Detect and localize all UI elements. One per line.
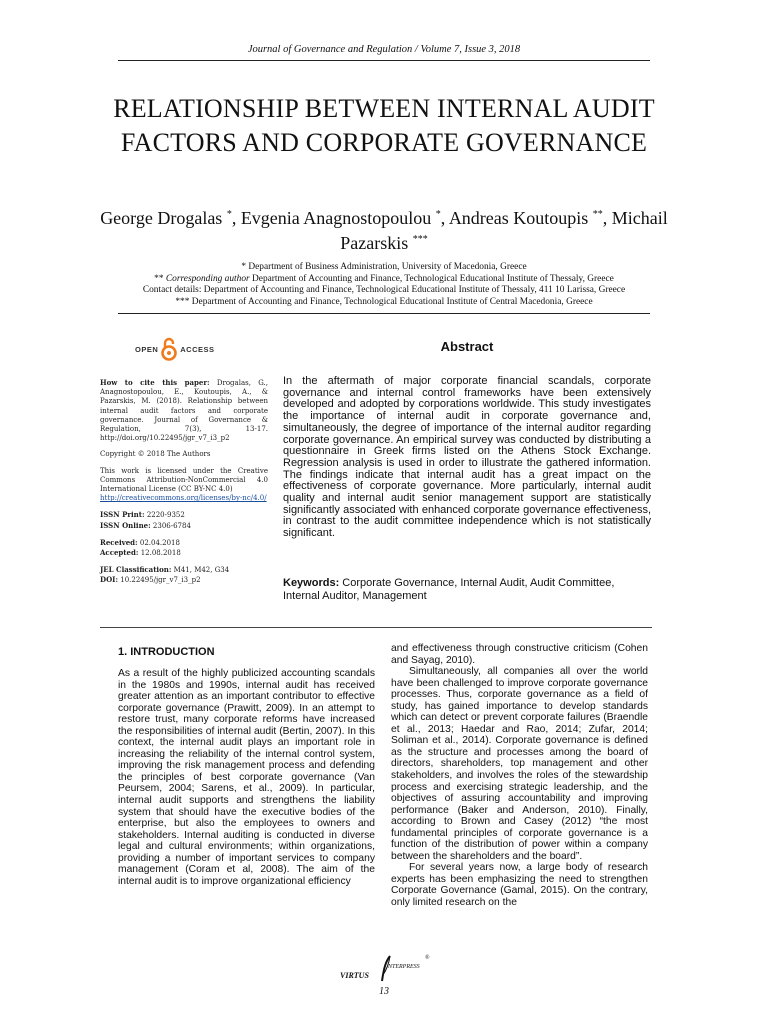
- body-column-right: [391, 643, 648, 909]
- affiliation-mark: **: [154, 273, 166, 284]
- paragraph: As a result of the highly publicized accounting scandals in the 1980s and 1990s, internal audit has received greater attention as an important contributor to effective corporate governance (Prawitt, 2009). In an attempt to restore trust, many corporate reforms have increased the responsibilities of internal audit (Bertin, 2007). In this context, the internal audit plays an important role in increasing the reliability of the internal control system, improving the risk management process and defending the principles of best corporate governance (Van Peursem, 2004; Sarens, et al., 2009). In particular, internal audit supports and strengthens the liability system that should have the executive bodies of the enterprise, but also the employees to owners and stakeholders. Internal auditing is conducted in diverse legal and cultural environments; within organizations, providing a number of important services to company management (Coram et al, 2008). The aim of the internal audit is to improve organizational efficiency: [118, 668, 375, 887]
- received-date: 02.04.2018: [137, 538, 180, 547]
- keywords: [283, 577, 651, 602]
- author-name: Michail Pazarskis: [340, 208, 668, 253]
- affiliation-text: Department of Accounting and Finance, Technological Educational Institute of Thessaly, Greece: [249, 273, 614, 284]
- license-link[interactable]: http://creativecommons.org/licenses/by-nc/4.0/: [100, 494, 267, 503]
- registered-mark: ®: [425, 955, 430, 961]
- author-name: Evgenia Anagnostopoulou: [240, 208, 432, 228]
- accepted-label: Accepted:: [100, 548, 139, 558]
- issn-online: 2306-6784: [150, 521, 191, 530]
- issn-print-label: ISSN Print:: [100, 510, 145, 520]
- citation-text: Drogalas, G., Anagnostopoulou, E., Koutoupis, A., & Pazarskis, M. (2018). Relationship between internal audit factors and corporate governance. Journal of Governance & Regulation, 7(3), 13-17. http://doi.org/10.22495/jgr_v7_i3_p2: [100, 379, 268, 443]
- issn-print: 2220-9352: [144, 511, 185, 520]
- license-text: This work is licensed under the Creative Commons Attribution-NonCommercial 4.0 International License (CC BY-NC 4.0): [100, 466, 268, 494]
- paper-title: RELATIONSHIP BETWEEN INTERNAL AUDIT FACTORS AND CORPORATE GOVERNANCE: [113, 94, 655, 157]
- author-mark: **: [592, 209, 603, 220]
- issn: [100, 510, 268, 530]
- jel-codes: M41, M42, G34: [171, 566, 230, 575]
- section-rule: [118, 313, 650, 314]
- doi-label: DOI:: [100, 575, 119, 585]
- jel-label: JEL Classification:: [100, 565, 172, 575]
- corresponding-author-label: Corresponding author: [165, 273, 250, 284]
- affiliation-line: Contact details: Department of Accounting and Finance, Technological Educational Institute of Thessaly, 411 10 Larissa, Greece: [142, 285, 626, 295]
- author-mark: *: [435, 209, 441, 220]
- keywords-label: Keywords:: [283, 577, 340, 589]
- open-access-left: OPEN: [135, 344, 159, 354]
- copyright: Copyright © 2018 The Authors: [100, 450, 211, 459]
- abstract-rule: [100, 627, 652, 628]
- received-label: Received:: [100, 537, 138, 547]
- paragraph: For several years now, a large body of research experts has been emphasizing the need to strengthen Corporate Governance (Gamal, 2015). On the contrary, only limited research on the: [391, 862, 648, 909]
- abstract-body: In the aftermath of major corporate financial scandals, corporate governance and internal control frameworks have been extensively developed and adopted by corporations worldwide. This study investigates the importance of internal audit in corporate governance and, simultaneously, the degree of importance of the internal auditor regarding corporate governance. An empirical survey was conducted by distributing a questionnaire in Greek firms listed on the Athens Stock Exchange. Regression analysis is used in order to illustrate the gathered information. The findings indicate that internal audit has a great impact on the effectiveness of corporate governance. More particularly, internal audit quality and internal audit senior management support are statistically significantly associated with enhanced corporate governance effectiveness, in contrast to the audit committee independence which is not statistically significant.: [283, 375, 651, 540]
- affiliation-line: * Department of Business Administration, University of Macedonia, Greece: [241, 262, 527, 272]
- body-column-left: [118, 668, 375, 887]
- license: [100, 467, 268, 504]
- publisher-name-suffix: NTERPRESS: [388, 964, 420, 970]
- section-heading: 1. INTRODUCTION: [118, 646, 215, 658]
- open-access-logo: [135, 336, 235, 362]
- publisher-logo: [340, 955, 440, 985]
- paragraph: and effectiveness through constructive criticism (Cohen and Sayag, 2010).: [391, 643, 648, 666]
- publisher-name: VIRTUS: [340, 971, 369, 980]
- accepted-date: 12.08.2018: [138, 549, 181, 558]
- affiliations: [90, 262, 678, 308]
- affiliation-line: [90, 274, 678, 286]
- page-number: 13: [379, 986, 389, 997]
- author-mark: *: [226, 209, 232, 220]
- running-head: Journal of Governance and Regulation / Volume 7, Issue 3, 2018: [247, 44, 521, 55]
- article-info: [100, 378, 268, 593]
- doi: 10.22495/jgr_v7_i3_p2: [118, 576, 201, 585]
- open-access-right: ACCESS: [180, 344, 215, 354]
- affiliation-line: *** Department of Accounting and Finance, Technological Educational Institute of Central Macedonia, Greece: [175, 296, 593, 307]
- author-name: Andreas Koutoupis: [448, 208, 589, 228]
- abstract-heading: Abstract: [440, 339, 494, 354]
- issn-online-label: ISSN Online:: [100, 520, 151, 530]
- header-rule: [118, 60, 650, 61]
- dates: [100, 538, 268, 558]
- open-lock-icon: [161, 337, 177, 361]
- paragraph: Simultaneously, all companies all over the world have been challenged to improve corporate governance processes. Thus, corporate governance as a field of study, has gained importance to develop standards which can detect or prevent corporate failures (Braendle et al., 2013; Haedar and Rao, 2014; Zufar, 2014; Soliman et al., 2014). Corporate governance is defined as the structure and processes among the board of directors, shareholders, top management and other stakeholders, and involves the roles of the stewardship process and exercising strategic leadership, and the objectives of assuring accountability and improving performance (Baker and Anderson, 2010). Finally, according to Brown and Casey (2012) “the most fundamental principles of corporate governance is a function of the distribution of power within a company between the shareholders and the board”.: [391, 666, 648, 862]
- citation-label: How to cite this paper:: [100, 378, 210, 387]
- classification: [100, 565, 268, 585]
- author-list: George Drogalas *, Evgenia Anagnostopoulou *, Andreas Koutoupis **, Michail Pazarskis ***: [100, 208, 668, 253]
- citation: [100, 378, 268, 443]
- author-name: George Drogalas: [100, 208, 223, 228]
- author-mark: ***: [412, 234, 428, 245]
- keywords-text: Corporate Governance, Internal Audit, Audit Committee, Internal Auditor, Management: [283, 577, 615, 602]
